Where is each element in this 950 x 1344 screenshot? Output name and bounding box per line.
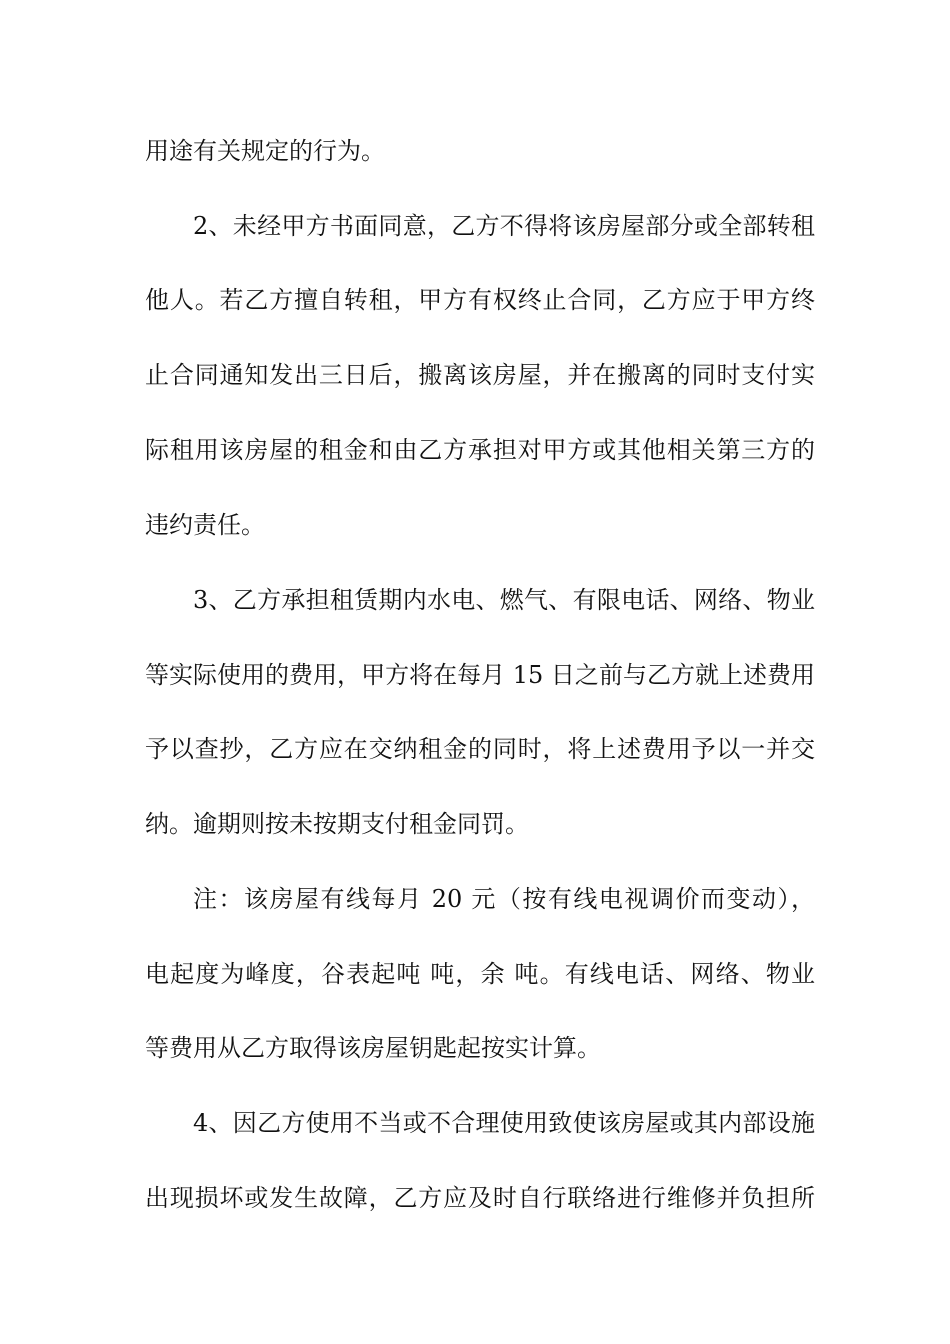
- text-line-1: 用途有关规定的行为。: [145, 137, 385, 165]
- clause-3-line-2: 等实际使用的费用，甲方将在每月 15 日之前与乙方就上述费用: [145, 661, 815, 689]
- clause-2-line-3: 止合同通知发出三日后，搬离该房屋，并在搬离的同时支付实: [145, 361, 815, 389]
- clause-2-line-1: 2、未经甲方书面同意，乙方不得将该房屋部分或全部转租: [193, 212, 815, 240]
- clause-3-line-3: 予以查抄，乙方应在交纳租金的同时，将上述费用予以一并交: [145, 735, 815, 763]
- note-line-2: 电起度为峰度，谷表起吨 吨，余 吨。有线电话、网络、物业: [145, 960, 815, 988]
- clause-2-line-4: 际租用该房屋的租金和由乙方承担对甲方或其他相关第三方的: [145, 436, 815, 464]
- clause-4-line-1: 4、因乙方使用不当或不合理使用致使该房屋或其内部设施: [193, 1109, 815, 1137]
- clause-4-line-2: 出现损坏或发生故障，乙方应及时自行联络进行维修并负担所: [145, 1184, 815, 1212]
- clause-2-line-2: 他人。若乙方擅自转租，甲方有权终止合同，乙方应于甲方终: [145, 286, 815, 314]
- note-line-3: 等费用从乙方取得该房屋钥匙起按实计算。: [145, 1034, 601, 1062]
- clause-3-line-4: 纳。逾期则按未按期支付租金同罚。: [145, 810, 529, 838]
- clause-3-line-1: 3、乙方承担租赁期内水电、燃气、有限电话、网络、物业: [193, 586, 815, 614]
- clause-2-line-5: 违约责任。: [145, 511, 265, 539]
- note-line-1: 注：该房屋有线每月 20 元（按有线电视调价而变动），: [193, 885, 815, 913]
